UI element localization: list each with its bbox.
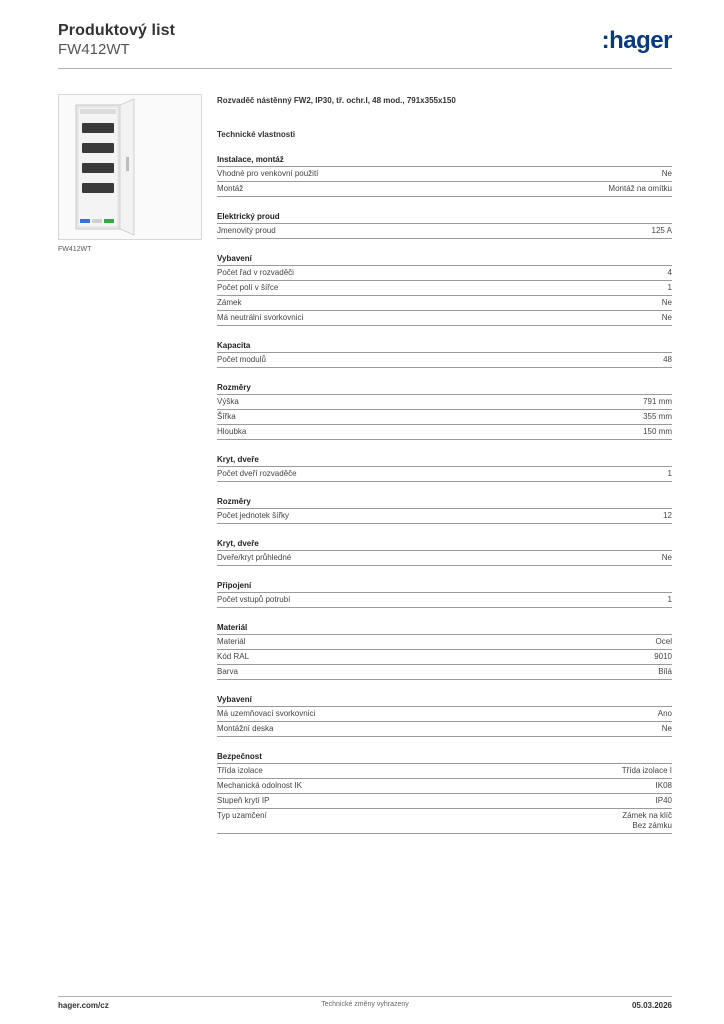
section-title: Instalace, montáž (217, 155, 672, 167)
spec-section (217, 383, 672, 440)
spec-label: Zámek (217, 298, 242, 307)
spec-section (217, 341, 672, 368)
image-caption: FW412WT (58, 246, 92, 253)
spec-row (217, 764, 672, 779)
spec-row (217, 182, 672, 197)
spec-value-line: Bílá (658, 667, 672, 676)
spec-label: Vhodné pro venkovní použití (217, 169, 319, 178)
spec-row (217, 650, 672, 665)
page-footer (58, 996, 672, 1012)
spec-row (217, 509, 672, 524)
spec-label: Hloubka (217, 427, 247, 436)
spec-row (217, 593, 672, 608)
spec-label: Počet jednotek šířky (217, 511, 290, 520)
spec-sections (217, 155, 672, 834)
spec-value-line: Ne (661, 553, 672, 562)
spec-value-line: 9010 (654, 652, 672, 661)
section-title: Rozměry (217, 383, 672, 395)
spec-row (217, 779, 672, 794)
spec-row (217, 635, 672, 650)
spec-value (668, 469, 672, 479)
spec-value (662, 724, 672, 734)
spec-label: Má neutrální svorkovnici (217, 313, 304, 322)
spec-label: Počet modulů (217, 355, 266, 364)
spec-value-line: Ne (661, 724, 672, 733)
spec-row (217, 809, 672, 834)
spec-label: Mechanická odolnost IK (217, 781, 302, 790)
spec-row (217, 296, 672, 311)
spec-section (217, 212, 672, 239)
spec-row (217, 707, 672, 722)
spec-row (217, 266, 672, 281)
spec-value-line: Ne (661, 169, 672, 178)
spec-label: Výška (217, 397, 239, 406)
spec-value-line: Ocel (655, 637, 672, 646)
section-title: Elektrický proud (217, 212, 672, 224)
spec-value-line: 791 mm (643, 397, 672, 406)
spec-label: Typ uzamčení (217, 811, 267, 820)
section-title: Bezpečnost (217, 752, 672, 764)
spec-value-line: Montáž na omítku (608, 184, 672, 193)
spec-section (217, 623, 672, 680)
spec-value (668, 268, 672, 278)
spec-row (217, 425, 672, 440)
spec-label: Barva (217, 667, 238, 676)
spec-value (658, 709, 672, 719)
spec-section (217, 752, 672, 834)
section-title: Rozměry (217, 497, 672, 509)
header-divider (58, 68, 672, 69)
spec-value (643, 397, 672, 407)
spec-row (217, 224, 672, 239)
spec-label: Třída izolace (217, 766, 263, 775)
spec-row (217, 167, 672, 182)
spec-value-line: 1 (667, 469, 672, 478)
footer-date: 05.03.2026 (631, 1001, 672, 1010)
spec-section (217, 155, 672, 197)
spec-label: Počet polí v šířce (217, 283, 279, 292)
spec-value-line: Ne (661, 313, 672, 322)
product-details (217, 96, 672, 834)
section-title: Vybavení (217, 695, 672, 707)
section-title: Kryt, dveře (217, 455, 672, 467)
footer-website-link[interactable]: hager.com/cz (58, 1001, 109, 1010)
spec-section (217, 581, 672, 608)
section-title: Kapacita (217, 341, 672, 353)
spec-value-line: Ne (661, 298, 672, 307)
spec-row (217, 467, 672, 482)
spec-label: Kód RAL (217, 652, 250, 661)
page-header (58, 22, 672, 68)
spec-label: Počet řad v rozvaděči (217, 268, 294, 277)
spec-row (217, 311, 672, 326)
spec-value (663, 511, 672, 521)
spec-label: Montáž (217, 184, 244, 193)
product-image (58, 94, 202, 240)
spec-value-line: 150 mm (643, 427, 672, 436)
spec-value-line: Ano (657, 709, 672, 718)
spec-row (217, 665, 672, 680)
section-title: Připojení (217, 581, 672, 593)
spec-value-line: 355 mm (643, 412, 672, 421)
spec-value-line: 1 (667, 595, 672, 604)
spec-value (662, 169, 672, 179)
spec-value (643, 427, 672, 437)
section-title: Kryt, dveře (217, 539, 672, 551)
spec-row (217, 395, 672, 410)
spec-value-line: Třída izolace I (621, 766, 672, 775)
spec-value (658, 667, 672, 677)
spec-section (217, 254, 672, 326)
spec-label: Jmenovitý proud (217, 226, 276, 235)
spec-label: Materiál (217, 637, 246, 646)
spec-label: Počet dveří rozvaděče (217, 469, 297, 478)
spec-value (608, 184, 672, 194)
spec-value-line: 48 (663, 355, 672, 364)
spec-value (656, 796, 672, 806)
product-code: FW412WT (58, 41, 130, 58)
spec-value (622, 766, 672, 776)
footer-disclaimer: Technické změny vyhrazeny (321, 1001, 409, 1008)
product-description: Rozvaděč nástěnný FW2, IP30, tř. ochr.I, 48 mod., 791x355x150 (217, 96, 456, 105)
technical-properties-heading: Technické vlastnosti (217, 130, 296, 139)
product-image-panel (58, 94, 202, 253)
spec-section (217, 497, 672, 524)
spec-row (217, 353, 672, 368)
spec-value (643, 412, 672, 422)
spec-value (662, 313, 672, 323)
section-title: Vybavení (217, 254, 672, 266)
spec-value-line: 12 (663, 511, 672, 520)
spec-value-line: 4 (667, 268, 672, 277)
spec-value-line: 125 A (651, 226, 672, 235)
spec-label: Počet vstupů potrubí (217, 595, 291, 604)
spec-value (663, 355, 672, 365)
spec-row (217, 551, 672, 566)
distribution-board-illustration (70, 97, 190, 237)
spec-label: Montážní deska (217, 724, 274, 733)
spec-value-line: IP40 (655, 796, 672, 805)
spec-row (217, 722, 672, 737)
spec-row (217, 794, 672, 809)
spec-value (662, 553, 672, 563)
spec-value (654, 652, 672, 662)
spec-value (656, 781, 672, 791)
spec-label: Stupeň krytí IP (217, 796, 270, 805)
spec-label: Má uzemňovací svorkovnici (217, 709, 316, 718)
spec-section (217, 695, 672, 737)
spec-value-line: IK08 (655, 781, 672, 790)
document-title: Produktový list (58, 22, 176, 39)
spec-value-line: Bez zámku (632, 821, 672, 830)
spec-value (622, 811, 672, 831)
spec-value (656, 637, 672, 647)
spec-row (217, 410, 672, 425)
hager-logo: :hager (601, 27, 672, 54)
spec-value (668, 595, 672, 605)
spec-value-line: 1 (667, 283, 672, 292)
spec-section (217, 455, 672, 482)
spec-value (668, 283, 672, 293)
spec-value (652, 226, 672, 236)
spec-label: Dveře/kryt průhledné (217, 553, 292, 562)
spec-value-line: Zámek na klíč (622, 811, 672, 820)
spec-row (217, 281, 672, 296)
spec-label: Šířka (217, 412, 236, 421)
spec-section (217, 539, 672, 566)
section-title: Materiál (217, 623, 672, 635)
spec-value (662, 298, 672, 308)
